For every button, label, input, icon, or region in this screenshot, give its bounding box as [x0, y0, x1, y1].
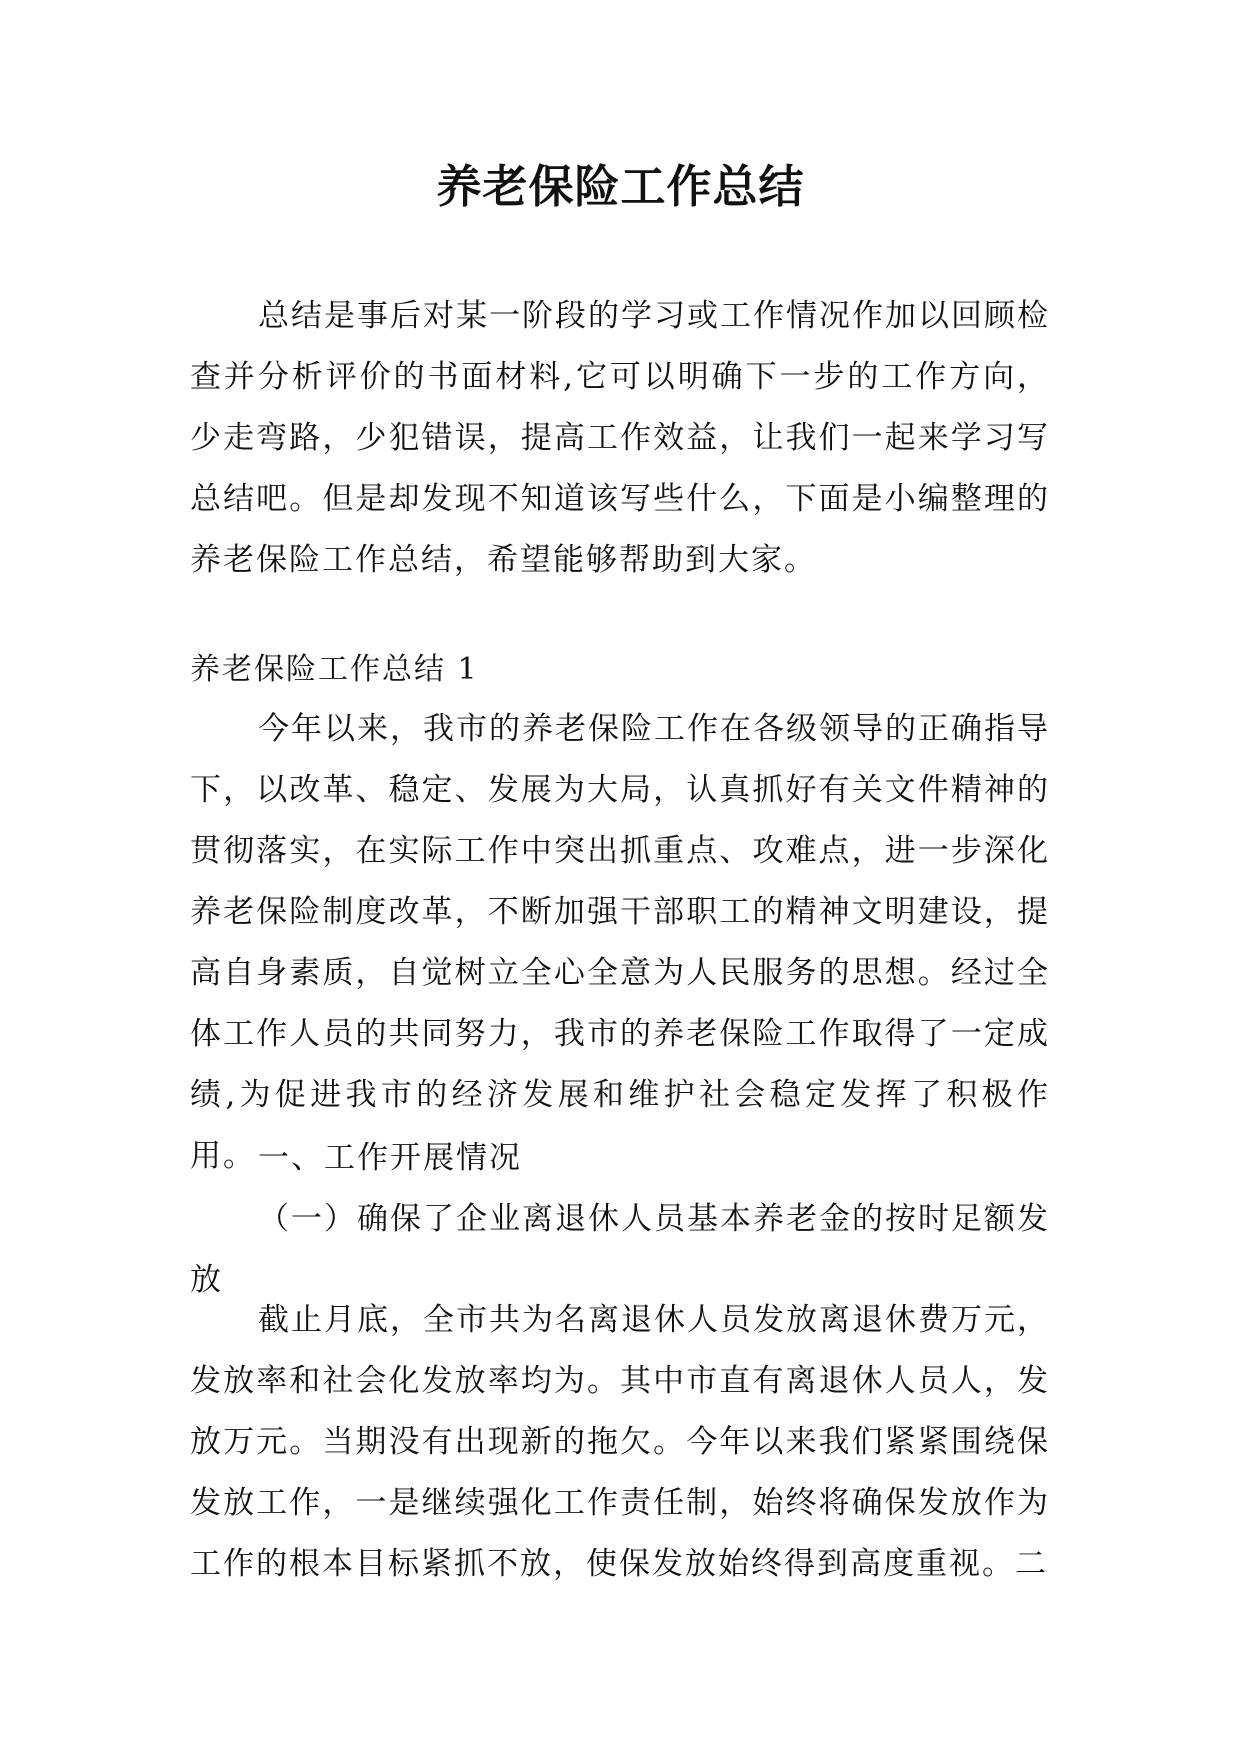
body-paragraph-2: 截止月底，全市共为名离退休人员发放离退休费万元，发放率和社会化发放率均为。其中市直有离退休人员人，发放万元。当期没有出现新的拖欠。今年以来我们紧紧围绕保发放工作，一是继续强化工作责任制，始终将确保发放作为工作的根本目标紧抓不放，使保发放始终得到高度重视。二: [190, 1302, 1050, 1582]
subheading-pension-payment: （一）确保了企业离退休人员基本养老金的按时足额发放: [190, 1201, 1050, 1298]
body-paragraph-1: 今年以来，我市的养老保险工作在各级领导的正确指导下，以改革、稳定、发展为大局，认真抓好有关文件精神的贯彻落实，在实际工作中突出抓重点、攻难点，进一步深化养老保险制度改革，不断加强干部职工的精神文明建设，提高自身素质，自觉树立全心全意为人民服务的思想。经过全体工作人员的共同努力，我市的养老保险工作取得了一定成绩,为促进我市的经济发展和维护社会稳定发挥了积极作用。: [190, 711, 1050, 1174]
intro-paragraph: 总结是事后对某一阶段的学习或工作情况作加以回顾检查并分析评价的书面材料,它可以明确下一步的工作方向，少走弯路，少犯错误，提高工作效益，让我们一起来学习写总结吧。但是却发现不知道该写些什么，下面是小编整理的养老保险工作总结，希望能够帮助到大家。: [190, 298, 1050, 578]
heading-work-progress: 一、工作开展情况: [258, 1140, 522, 1176]
section-heading: 养老保险工作总结 1: [190, 652, 479, 687]
document-title: 养老保险工作总结: [436, 160, 805, 213]
